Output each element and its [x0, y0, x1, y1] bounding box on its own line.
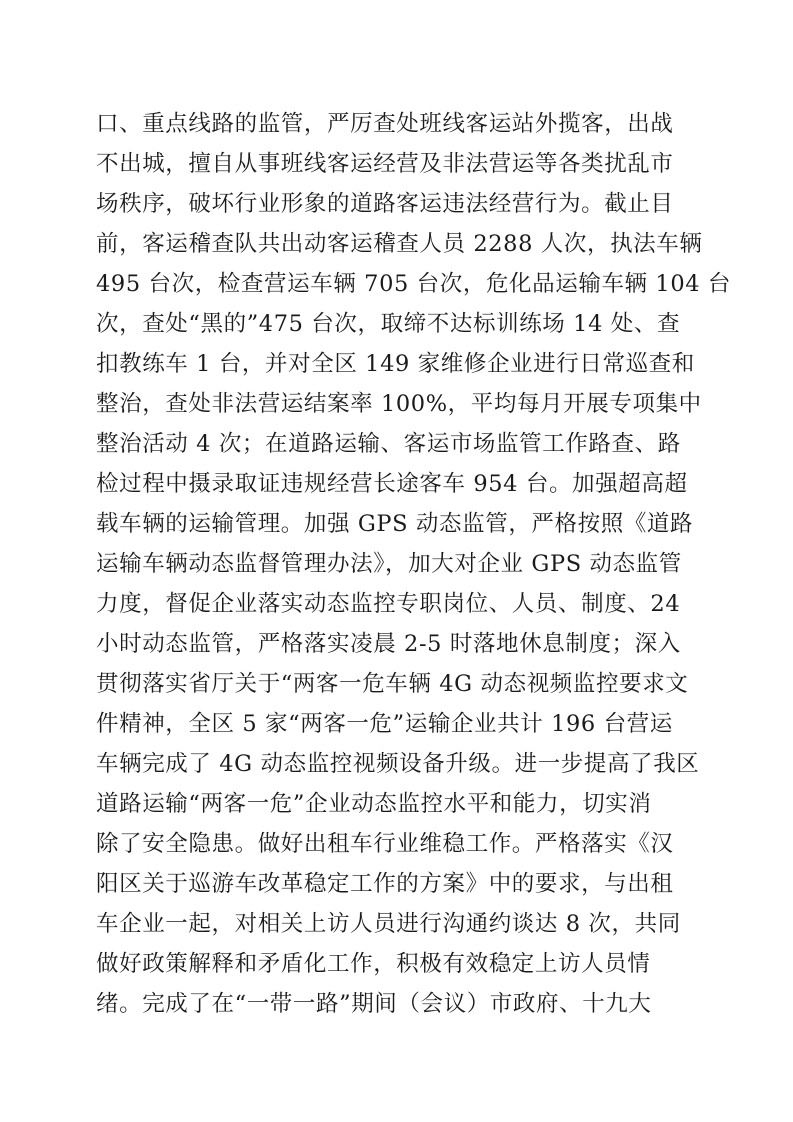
- text-line: 做好政策解释和矛盾化工作，积极有效稳定上访人员情: [96, 951, 651, 977]
- text-line: 整治活动 4 次；在道路运输、客运市场监管工作路查、路: [96, 431, 681, 457]
- text-line: 件精神，全区 5 家“两客一危”运输企业共计 196 台营运: [96, 711, 673, 737]
- text-line: 不出城，擅自从事班线客运经营及非法营运等各类扰乱市: [96, 151, 674, 177]
- text-line: 场秩序，破坏行业形象的道路客运违法经营行为。截止目: [96, 191, 674, 217]
- text-line: 495 台次，检查营运车辆 705 台次，危化品运输车辆 104 台: [96, 271, 731, 297]
- text-line: 阳区关于巡游车改革稳定工作的方案》中的要求，与出租: [96, 871, 674, 897]
- text-line: 检过程中摄录取证违规经营长途客车 954 台。加强超高超: [96, 471, 688, 497]
- text-line: 前，客运稽查队共出动客运稽查人员 2288 人次，执法车辆: [96, 231, 703, 257]
- text-line: 扣教练车 1 台，并对全区 149 家维修企业进行日常巡查和: [96, 351, 695, 377]
- text-line: 载车辆的运输管理。加强 GPS 动态监管，严格按照《道路: [96, 511, 694, 537]
- text-line: 小时动态监管，严格落实凌晨 2-5 时落地休息制度；深入: [96, 631, 681, 657]
- text-line: 口、重点线路的监管，严厉查处班线客运站外揽客，出战: [96, 111, 674, 137]
- text-line: 除了安全隐患。做好出租车行业维稳工作。严格落实《汉: [96, 831, 674, 857]
- text-line: 绪。完成了在“一带一路”期间（会议）市政府、十九大: [96, 991, 652, 1017]
- text-line: 次，查处“黑的”475 台次，取缔不达标训练场 14 处、查: [96, 311, 681, 337]
- text-line: 车企业一起，对相关上访人员进行沟通约谈达 8 次，共同: [96, 911, 681, 937]
- text-line: 贯彻落实省厅关于“两客一危车辆 4G 动态视频监控要求文: [96, 671, 689, 697]
- text-line: 运输车辆动态监督管理办法》，加大对企业 GPS 动态监管: [96, 551, 682, 577]
- text-line: 整治，查处非法营运结案率 100%，平均每月开展专项集中: [96, 391, 702, 417]
- text-line: 力度，督促企业落实动态监控专职岗位、人员、制度、24: [96, 591, 681, 617]
- text-line: 道路运输“两客一危”企业动态监控水平和能力，切实消: [96, 791, 652, 817]
- text-line: 车辆完成了 4G 动态监控视频设备升级。进一步提高了我区: [96, 751, 700, 777]
